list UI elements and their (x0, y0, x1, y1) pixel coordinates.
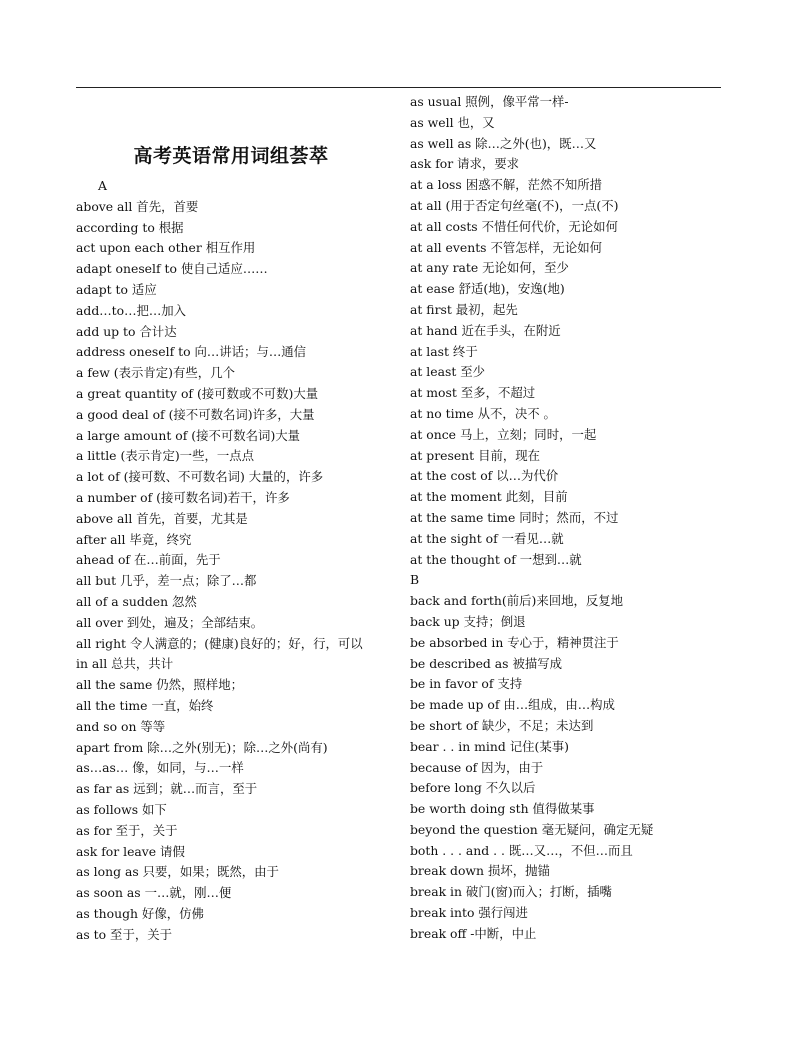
phrase-entry: as well 也，又 (410, 114, 495, 130)
phrase-entry: adapt to 适应 (76, 281, 157, 297)
phrase-entry: be made up of 由…组成，由…构成 (410, 697, 615, 713)
phrase-entry: at last 终于 (410, 343, 478, 359)
phrase-entry: above all 首先，首要，尤其是 (76, 510, 248, 526)
phrase-entry: because of 因为，由于 (410, 759, 544, 775)
phrase-entry: at once 马上，立刻；同时，一起 (410, 426, 597, 442)
phrase-entry: a little (表示肯定)一些，一点点 (76, 448, 255, 464)
phrase-entry: be described as 被描写成 (410, 655, 563, 671)
phrase-entry: as for 至于，关于 (76, 822, 178, 838)
phrase-entry: all right 令人满意的；(健康)良好的；好，行，可以 (76, 635, 363, 651)
phrase-entry: ahead of 在…前面，先于 (76, 552, 221, 568)
phrase-entry: ask for 请求，要求 (410, 156, 520, 172)
phrase-entry: both . . . and . . 既…又…，不但…而且 (410, 842, 633, 858)
phrase-entry: a good deal of (接不可数名词)许多，大量 (76, 406, 315, 422)
phrase-entry: break off -中断，中止 (410, 925, 537, 941)
phrase-entry: at the cost of 以…为代价 (410, 468, 559, 484)
phrase-entry: break into 强行闯进 (410, 905, 528, 921)
phrase-entry: be absorbed in 专心于，精神贯注于 (410, 634, 619, 650)
phrase-entry: apart from 除…之外(别无)；除…之外(尚有) (76, 739, 328, 755)
phrase-entry: as though 好像，仿佛 (76, 905, 204, 921)
phrase-entry: at most 至多，不超过 (410, 385, 536, 401)
phrase-entry: at the thought of 一想到…就 (410, 551, 582, 567)
phrase-entry: at ease 舒适(地)，安逸(地) (410, 281, 565, 297)
phrase-entry: as follows 如下 (76, 801, 167, 817)
phrase-entry: at all costs 不惜任何代价，无论如何 (410, 218, 618, 234)
phrase-entry: be worth doing sth 值得做某事 (410, 801, 595, 817)
phrase-entry: address oneself to 向…讲话；与…通信 (76, 344, 307, 360)
section-letter: B (410, 572, 420, 588)
phrase-entry: before long 不久以后 (410, 780, 536, 796)
phrase-entry: according to 根据 (76, 219, 184, 235)
phrase-entry: all the same 仍然，照样地； (76, 677, 243, 693)
phrase-entry: as well as 除…之外(也)，既…又 (410, 135, 597, 151)
phrase-entry: at all (用于否定句丝毫(不)，一点(不) (410, 197, 619, 213)
phrase-entry: at a loss 困惑不解，茫然不知所措 (410, 177, 603, 193)
phrase-entry: as usual 照例，像平常一样- (410, 94, 569, 109)
phrase-entry: all over 到处，遍及；全部结束。 (76, 614, 264, 630)
phrase-entry: at hand 近在手头，在附近 (410, 322, 561, 338)
section-letter: A (98, 178, 107, 193)
phrase-entry: beyond the question 毫无疑问，确定无疑 (410, 821, 654, 837)
phrase-entry: after all 毕竟，终究 (76, 531, 192, 547)
phrase-entry: back up 支持；倒退 (410, 613, 526, 629)
phrase-entry: all but 几乎，差一点；除了…都 (76, 573, 257, 589)
phrase-entry: at no time 从不，决不 。 (410, 405, 556, 421)
phrase-entry: a great quantity of (接可数或不可数)大量 (76, 385, 319, 401)
phrase-entry: at least 至少 (410, 364, 486, 380)
phrase-entry: a number of (接可数名词)若干，许多 (76, 489, 290, 505)
phrase-entry: ask for leave 请假 (76, 843, 185, 859)
left-column (76, 176, 363, 945)
phrase-entry: and so on 等等 (76, 718, 166, 734)
page-title: 高考英语常用词组荟萃 (133, 145, 329, 167)
phrase-entry: at all events 不管怎样，无论如何 (410, 239, 602, 255)
phrase-entry: add…to…把…加入 (76, 302, 187, 318)
phrase-entry: as…as… 像，如同，与…一样 (76, 760, 244, 776)
phrase-entry: a large amount of (接不可数名词)大量 (76, 427, 301, 443)
phrase-entry: at any rate 无论如何，至少 (410, 260, 569, 276)
phrase-entry: break down 损坏，抛锚 (410, 863, 550, 879)
phrase-entry: above all 首先，首要 (76, 198, 199, 214)
phrase-entry: break in 破门(窗)而入；打断，插嘴 (410, 884, 612, 900)
phrase-entry: all of a sudden 忽然 (76, 593, 197, 609)
phrase-entry: bear . . in mind 记住(某事) (410, 738, 569, 754)
phrase-entry: a lot of (接可数、不可数名词) 大量的，许多 (76, 469, 324, 485)
phrase-entry: in all 总共，共计 (76, 656, 174, 672)
phrase-entry: at the sight of 一看见…就 (410, 530, 564, 546)
phrase-entry: at the same time 同时；然而，不过 (410, 509, 619, 525)
header-rule (76, 87, 721, 88)
phrase-entry: back and forth(前后)来回地，反复地 (410, 593, 624, 609)
phrase-entry: at first 最初，起先 (410, 301, 518, 317)
phrase-entry: at the moment 此刻，目前 (410, 489, 568, 505)
phrase-entry: add up to 合计达 (76, 323, 177, 339)
phrase-entry: be short of 缺少，不足；未达到 (410, 717, 594, 733)
phrase-entry: as soon as 一…就，刚…便 (76, 885, 232, 901)
phrase-entry: as long as 只要，如果；既然，由于 (76, 864, 279, 880)
phrase-entry: a few (表示肯定)有些，几个 (76, 365, 235, 381)
phrase-entry: as to 至于，关于 (76, 926, 173, 942)
phrase-entry: all the time 一直，始终 (76, 697, 214, 713)
phrase-entry: be in favor of 支持 (410, 676, 523, 692)
phrase-entry: as far as 远到；就…而言，至于 (76, 781, 258, 797)
right-column (410, 92, 653, 945)
phrase-entry: act upon each other 相互作用 (76, 240, 256, 256)
phrase-entry: adapt oneself to 使自己适应…… (76, 261, 268, 277)
phrase-entry: at present 目前，现在 (410, 447, 541, 463)
